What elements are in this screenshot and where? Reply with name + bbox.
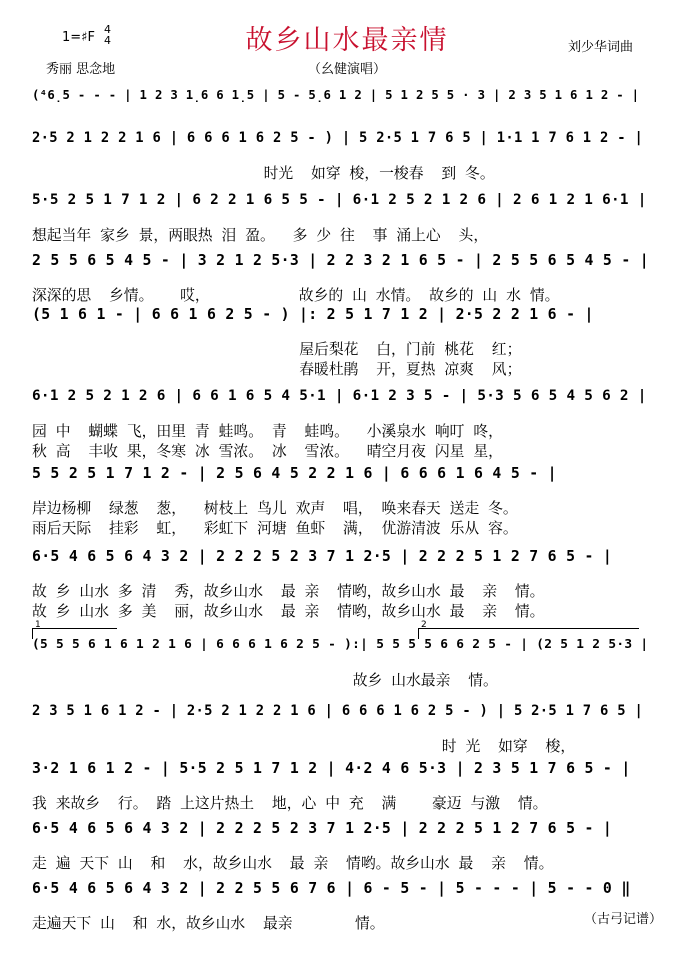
expression-mark: 秀丽 思念地 (46, 62, 116, 77)
lyric-line-2: 春暖杜鹃 开，夏热 凉爽 风； (32, 361, 522, 378)
meter-top: 4 (104, 23, 111, 36)
lyric-line-1: 屋后梨花 白，门前 桃花 红； (32, 341, 522, 358)
lyric-line-1: 时光 如穿 梭，一梭春 到 冬。 (32, 165, 495, 182)
notation-line: 6·5 4 6 5 6 4 3 2 | 2 2 5 5 6 7 6 | 6 - 5 - | 5 - - - | 5 - - 0 ‖ (32, 880, 631, 897)
lyric-line-1: 我 来故乡 行。 踏 上这片热土 地，心 中 充 满 豪迈 与激 情。 (32, 795, 548, 812)
notation-line: 5 5 2 5 1 7 1 2 - | 2 5 6 4 5 2 2 1 6 | 6 6 6 1 6 4 5 - | (32, 465, 557, 482)
lyric-line-1: 走 遍 天下 山 和 水，故乡山水 最 亲 情哟。故乡山水 最 亲 情。 (32, 855, 554, 872)
notation-line: 6·5 4 6 5 6 4 3 2 | 2 2 2 5 2 3 7 1 2·5 | 2 2 2 5 1 2 7 6 5 - | (32, 820, 613, 837)
notation-line: 6·5 4 6 5 6 4 3 2 | 2 2 2 5 2 3 7 1 2·5 | 2 2 2 5 1 2 7 6 5 - | (32, 548, 613, 565)
notation-line: 6·1 2 5 2 1 2 6 | 6 6 1 6 5 4 5·1 | 6·1 2 3 5 - | 5·3 5 6 5 4 5 6 2 | (32, 388, 647, 404)
lyric-line-2: 秋 高 丰收 果，冬寒 冰 雪浓。 冰 雪浓。 晴空月夜 闪星 星， (32, 443, 503, 460)
lyric-line-1: 时 光 如穿 梭， (32, 738, 576, 755)
composer-credit: 刘少华词曲 (568, 40, 634, 55)
notation-line: (5 5 5 6 1 6 1 2 1 6 | 6 6 6 1 6 2 5 - ):| 5 5 5 5 6 6 2 5 - | (2 5 1 2 5·3 | (32, 637, 649, 652)
notation-line: (5 1 6 1 - | 6 6 1 6 2 5 - ) |: 2 5 1 7 1 2 | 2·5 2 2 1 6 - | (32, 306, 594, 323)
volta-1: 1 (32, 628, 117, 639)
singer-credit: （幺健演唱） (307, 62, 386, 77)
lyric-line-1: 故乡 山水最亲 情。 (32, 672, 498, 689)
lyric-line-1: 走遍天下 山 和 水，故乡山水 最亲 情。 (32, 915, 385, 932)
time-signature (104, 24, 111, 46)
notation-line: 2 5 5 6 5 4 5 - | 3 2 1 2 5·3 | 2 2 3 2 1 6 5 - | 2 5 5 6 5 4 5 - | (32, 252, 649, 269)
song-title: 故乡山水最亲情 (245, 25, 449, 56)
meter-bottom: 4 (104, 34, 111, 47)
key-signature: 1=♯F (62, 30, 95, 45)
notation-line: 5·5 2 5 1 7 1 2 | 6 2 2 1 6 5 5 - | 6·1 2 5 2 1 2 6 | 2 6 1 2 1 6·1 | (32, 192, 647, 208)
lyric-line-2: 故 乡 山水 多 美 丽，故乡山水 最 亲 情哟，故乡山水 最 亲 情。 (32, 603, 545, 620)
lyric-line-1: 想起当年 家乡 景，两眼热 泪 盈。 多 少 往 事 涌上心 头， (32, 227, 489, 244)
volta-2: 2 (418, 628, 639, 639)
lyric-line-1: 园 中 蝴蝶 飞，田里 青 蛙鸣。 青 蛙鸣。 小溪泉水 响叮 咚， (32, 423, 503, 440)
lyric-line-1: 故 乡 山水 多 清 秀，故乡山水 最 亲 情哟，故乡山水 最 亲 情。 (32, 583, 545, 600)
notation-line: 2·5 2 1 2 2 1 6 | 6 6 6 1 6 2 5 - ) | 5 2·5 1 7 6 5 | 1·1 1 7 6 1 2 - | (32, 130, 644, 146)
notation-line: 3·2 1 6 1 2 - | 5·5 2 5 1 7 1 2 | 4·2 4 6 5·3 | 2 3 5 1 7 6 5 - | (32, 760, 631, 777)
lyric-line-1: 深深的思 乡情。 哎， 故乡的 山 水情。 故乡的 山 水 情。 (32, 287, 560, 304)
lyric-line-1: 岸边杨柳 绿葱 葱， 树枝上 鸟儿 欢声 唱， 唤来春天 送走 冬。 (32, 500, 518, 517)
volta-brackets (32, 620, 642, 640)
notation-line: (⁴6̣5 - - - | 1 2 3 1̣6 6 1̣5 | 5 - 5̣6 1 2 | 5 1 2 5 5 · 3 | 2 3 5 1 6 1 2 - | (32, 88, 640, 102)
notation-line: 2 3 5 1 6 1 2 - | 2·5 2 1 2 2 1 6 | 6 6 6 1 6 2 5 - ) | 5 2·5 1 7 6 5 | (32, 703, 644, 719)
transcriber-credit: （古弓记谱） (584, 912, 663, 927)
lyric-line-2: 雨后天际 挂彩 虹， 彩虹下 河塘 鱼虾 满， 优游清波 乐从 容。 (32, 520, 518, 537)
